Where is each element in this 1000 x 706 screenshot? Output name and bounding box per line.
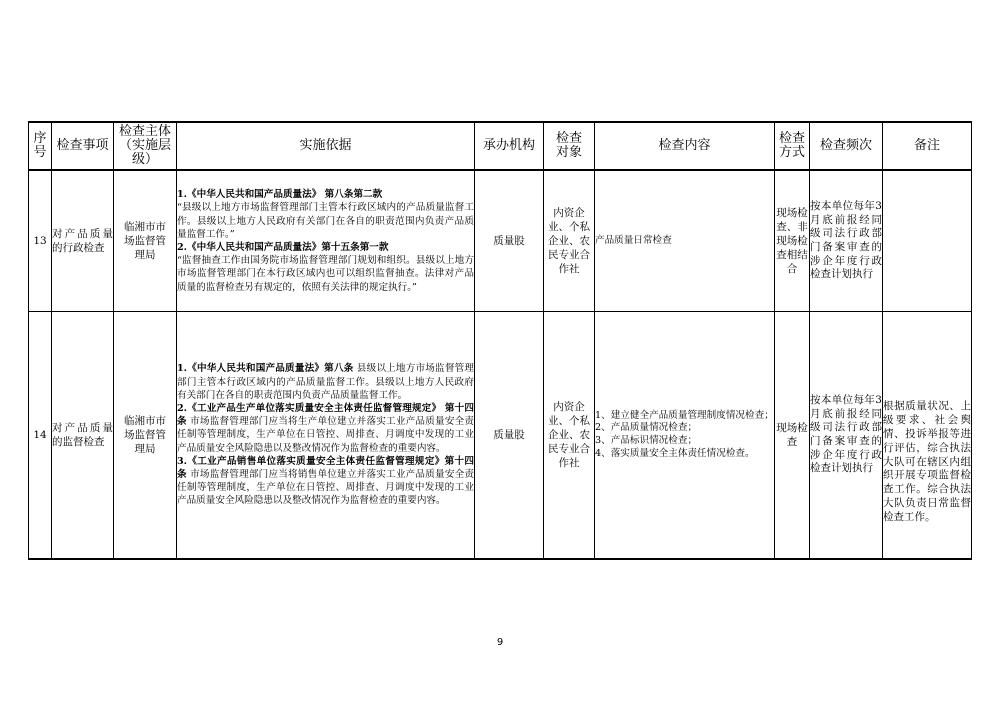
row-method: 现场检查 <box>775 312 810 560</box>
basis-title: 1.《中华人民共和国产品质量法》 第八条第二款 <box>177 189 383 201</box>
row-basis <box>177 170 475 312</box>
row-target: 内资企业、个私企业、农民专业合作社 <box>544 170 595 312</box>
header-org: 承办机构 <box>475 122 544 170</box>
basis-text: 市场监督管理部门应当将生产单位建立并落实工业产品质量安全责任制等管理制度，生产单位在日管控、周排查、月调度中发现的工业产品质量安全风险隐患以及整改情况作为监督检查的重要内容。 <box>177 416 475 454</box>
table-header-row <box>29 122 972 170</box>
header-subject: 检查主体（实施层级） <box>114 122 177 170</box>
content-line: 产品质量日常检查 <box>595 234 672 246</box>
header-note: 备注 <box>883 122 972 170</box>
basis-text: “县级以上地方市场监督管理部门主管本行政区域内的产品质量监督工作。县级以上地方人民政府有关部门在各自的职责范围内负责产品质量监督工作。” <box>177 202 474 240</box>
header-seq: 序号 <box>29 122 52 170</box>
row-org: 质量股 <box>475 312 544 560</box>
inspection-table <box>28 121 972 560</box>
row-freq: 按本单位每年3月底前报经同级司法行政部门备案审查的涉企年度行政检查计划执行 <box>810 312 883 560</box>
row-item: 对产品质量的行政检查 <box>52 170 114 312</box>
row-note-text: 根据质量状况、上级要求、社会舆情、投诉举报等进行评估，综合执法大队可在辖区内组织开展专项监督检查工作。综合执法大队负责日常监督检查工作。 <box>883 400 971 523</box>
row-content <box>595 312 775 560</box>
row-note <box>883 170 972 312</box>
content-line: 1、建立健全产品质量管理制度情况检查； <box>595 409 774 421</box>
row-seq: 13 <box>29 170 52 312</box>
header-freq: 检查频次 <box>810 122 883 170</box>
row-org: 质量股 <box>475 170 544 312</box>
row-freq: 按本单位每年3月底前报经同级司法行政部门备案审查的涉企年度行政检查计划执行 <box>810 170 883 312</box>
basis-text: 市场监督管理部门应当将销售单位建立并落实工业产品质量安全责任制等管理制度，生产单位在日管控、周排查、月调度中发现的工业产品质量安全风险隐患以及整改情况作为监督检查的重要内容。 <box>177 469 475 507</box>
header-content: 检查内容 <box>595 122 775 170</box>
basis-title: 1.《中华人民共和国产品质量法》第八条 <box>177 363 354 375</box>
table-row <box>29 170 972 312</box>
content-line: 3、产品标识情况检查； <box>595 435 698 446</box>
content-line: 2、产品质量情况检查； <box>595 422 698 434</box>
row-content <box>595 170 775 312</box>
basis-title: 2.《中华人民共和国产品质量法》第十五条第一款 <box>177 242 389 253</box>
basis-title: 2.《工业产品生产单位落实质量安全主体责任监督管理规定》 第十四条 <box>177 402 474 428</box>
row-target: 内资企业、个私企业、农民专业合作社 <box>544 312 595 560</box>
basis-text: “监督抽查工作由国务院市场监督管理部门规划和组织。县级以上地方市场监督管理部门在本行政区域内也可以组织监督抽查。法律对产品质量的监督检查另有规定的，依照有关法律的规定执行。” <box>177 255 474 293</box>
row-method: 现场检查、非现场检查相结合 <box>775 170 810 312</box>
content-line: 4、落实质量安全主体责任情况检查。 <box>595 447 755 459</box>
row-subject: 临湘市市场监督管理局 <box>114 170 177 312</box>
row-note <box>883 312 972 560</box>
row-item: 对产品质量的监督检查 <box>52 312 114 560</box>
header-basis: 实施依据 <box>177 122 475 170</box>
page-number: 9 <box>496 637 504 648</box>
row-seq: 14 <box>29 312 52 560</box>
header-item: 检查事项 <box>52 122 114 170</box>
header-target: 检查对象 <box>544 122 595 170</box>
row-subject: 临湘市市场监督管理局 <box>114 312 177 560</box>
basis-text: 县级以上地方市场监督管理部门主管本行政区域内的产品质量监督工作。县级以上地方人民政府有关部门在各自的职责范围内负责产品质量监督工作。 <box>177 363 474 401</box>
basis-title: 3.《工业产品销售单位落实质量安全主体责任监督管理规定》第十四条 <box>177 455 474 480</box>
header-method: 检查方式 <box>775 122 810 170</box>
table-row <box>29 312 972 560</box>
row-basis <box>177 312 475 560</box>
